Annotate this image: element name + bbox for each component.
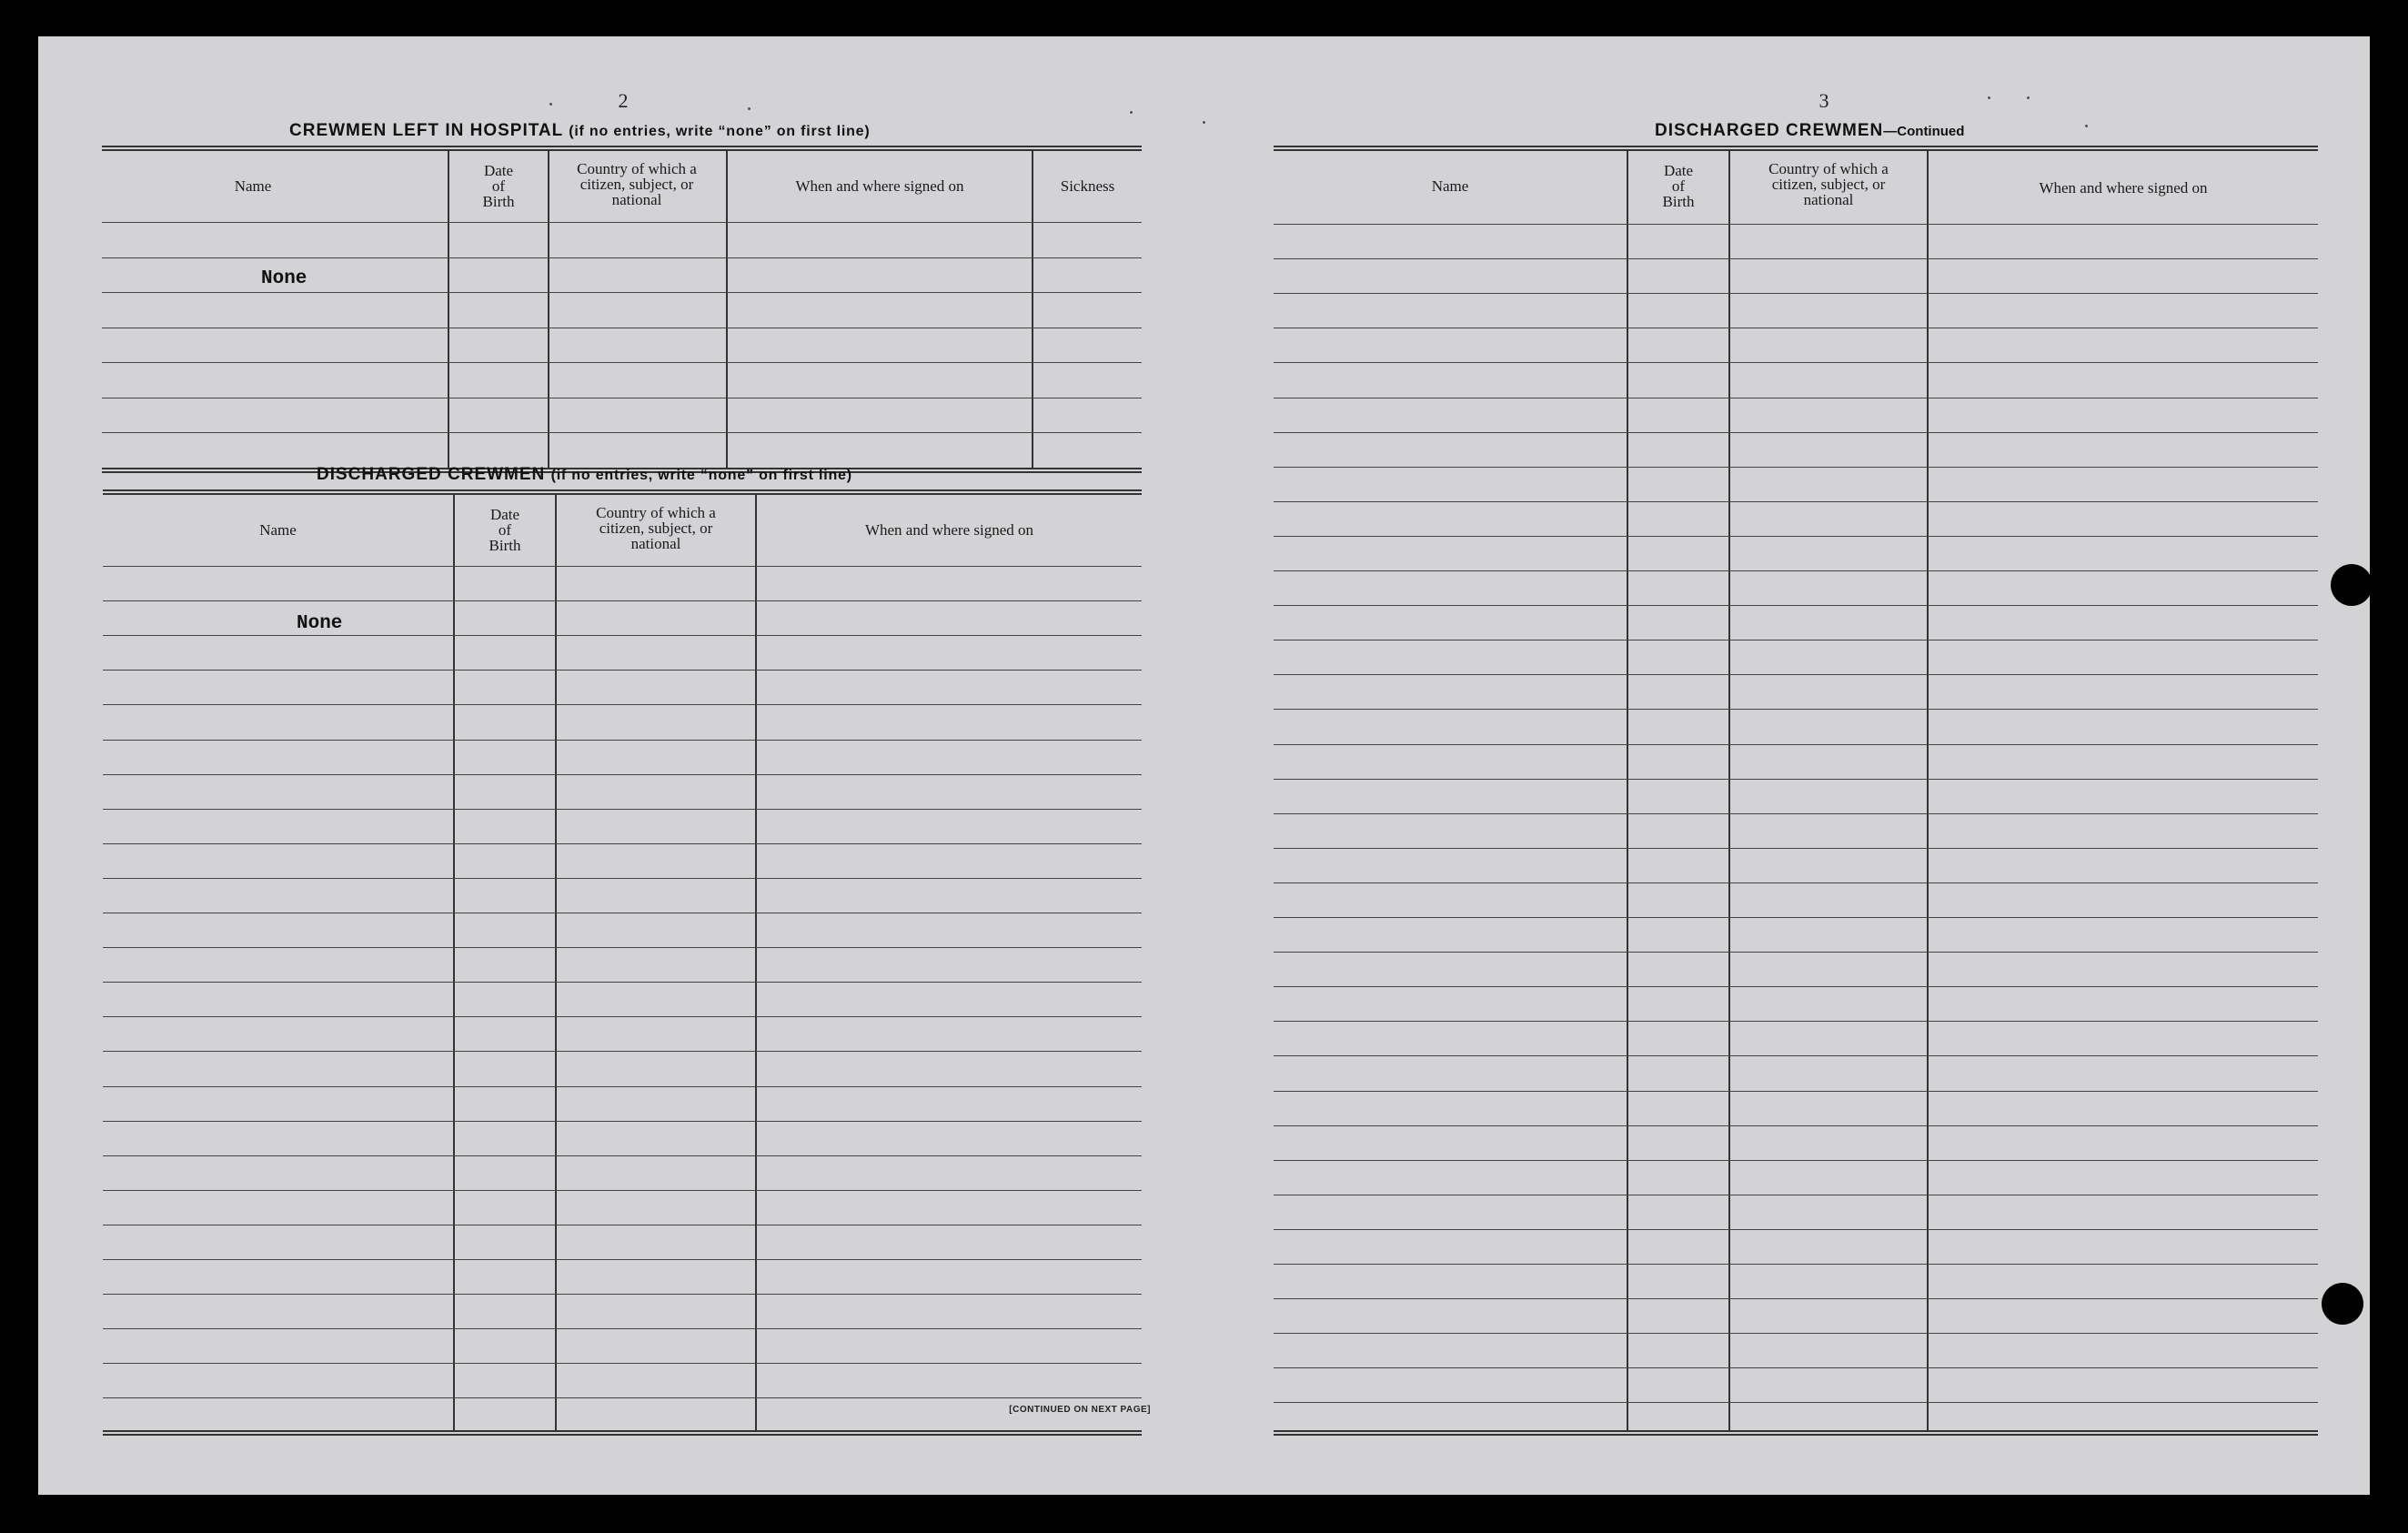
- row-rule: [102, 432, 1142, 433]
- row-rule: [103, 1294, 1142, 1295]
- row-rule: [103, 704, 1142, 705]
- row-rule: [1274, 501, 2318, 502]
- row-rule: [103, 740, 1142, 741]
- row-rule: [102, 222, 1142, 223]
- discharged-table: [103, 489, 1142, 1436]
- row-rule: [1274, 432, 2318, 433]
- hospital-title-note: (if no entries, write “none” on first line): [569, 124, 871, 139]
- row-rule: [1274, 848, 2318, 849]
- row-rule: [103, 1328, 1142, 1329]
- column-header-country: Country of which a citizen, subject, or national: [596, 503, 716, 552]
- hospital-title-main: CREWMEN LEFT IN HOSPITAL: [289, 121, 563, 140]
- column-header-signed-on: When and where signed on: [795, 176, 964, 195]
- column-header-country: Country of which a citizen, subject, or national: [577, 159, 697, 208]
- row-rule: [1274, 1160, 2318, 1161]
- handwritten-entry: None: [297, 613, 343, 634]
- row-rule: [1274, 1021, 2318, 1022]
- speck: [1988, 96, 1990, 99]
- row-rule: [103, 1051, 1142, 1052]
- row-rule: [1274, 1298, 2318, 1299]
- row-rule: [102, 292, 1142, 293]
- row-rule: [1274, 917, 2318, 918]
- row-rule: [1274, 1333, 2318, 1334]
- row-rule: [102, 362, 1142, 363]
- row-rule: [1274, 674, 2318, 675]
- punch-hole: [2322, 1283, 2363, 1325]
- punch-hole: [2331, 564, 2373, 606]
- row-rule: [103, 809, 1142, 810]
- row-rule: [103, 1155, 1142, 1156]
- column-header-name: Name: [1431, 176, 1469, 195]
- table-bottom-rule: [1274, 1430, 2318, 1436]
- row-rule: [1274, 813, 2318, 814]
- continued-title-main: DISCHARGED CREWMEN: [1655, 121, 1884, 140]
- row-rule: [1274, 709, 2318, 710]
- row-rule: [103, 566, 1142, 567]
- column-header-signed-on: When and where signed on: [864, 520, 1034, 539]
- row-rule: [102, 257, 1142, 258]
- row-rule: [103, 1363, 1142, 1364]
- row-rule: [1274, 362, 2318, 363]
- column-divider: [548, 151, 549, 468]
- row-rule: [103, 878, 1142, 879]
- column-divider: [1032, 151, 1033, 468]
- row-rule: [103, 1121, 1142, 1122]
- hospital-table: [102, 146, 1142, 473]
- discharged-title-note: (if no entries, write “none” on first line): [550, 468, 852, 483]
- speck: [2027, 96, 2030, 99]
- continued-title-suffix: —Continued: [1883, 124, 1965, 139]
- row-rule: [1274, 224, 2318, 225]
- row-rule: [103, 670, 1142, 671]
- row-rule: [1274, 882, 2318, 883]
- right-page: [1212, 36, 2370, 1495]
- row-rule: [1274, 1367, 2318, 1368]
- column-header-signed-on: When and where signed on: [2039, 178, 2208, 197]
- handwritten-entry: None: [261, 268, 307, 289]
- speck: [748, 107, 751, 110]
- row-rule: [1274, 293, 2318, 294]
- document-sheet: [38, 36, 2370, 1495]
- speck: [2085, 125, 2088, 127]
- row-rule: [1274, 258, 2318, 259]
- row-rule: [1274, 1055, 2318, 1056]
- column-header-sickness: Sickness: [1060, 176, 1115, 195]
- row-rule: [1274, 570, 2318, 571]
- row-rule: [103, 1190, 1142, 1191]
- row-rule: [1274, 1091, 2318, 1092]
- row-rule: [1274, 986, 2318, 987]
- column-divider: [1728, 151, 1730, 1430]
- speck: [1130, 111, 1133, 114]
- discharged-section-title: [317, 465, 852, 485]
- column-header-name: Name: [259, 520, 297, 539]
- row-rule: [103, 1259, 1142, 1260]
- column-header-date-of-birth: Date of Birth: [1662, 161, 1695, 210]
- column-divider: [1627, 151, 1628, 1430]
- speck: [549, 103, 552, 106]
- column-header-country: Country of which a citizen, subject, or national: [1768, 159, 1889, 208]
- row-rule: [1274, 536, 2318, 537]
- row-rule: [103, 1397, 1142, 1398]
- table-bottom-rule: [103, 1430, 1142, 1436]
- left-page: [38, 36, 1212, 1495]
- row-rule: [1274, 779, 2318, 780]
- row-rule: [1274, 1402, 2318, 1403]
- page-number: 3: [1819, 89, 1829, 112]
- page-number: 2: [618, 89, 629, 112]
- row-rule: [103, 635, 1142, 636]
- column-divider: [726, 151, 728, 468]
- discharged-continued-title: [1655, 121, 1964, 141]
- row-rule: [1274, 1125, 2318, 1126]
- discharged-continued-table: [1274, 146, 2318, 1436]
- row-rule: [103, 1016, 1142, 1017]
- row-rule: [103, 947, 1142, 948]
- row-rule: [1274, 744, 2318, 745]
- row-rule: [1274, 605, 2318, 606]
- row-rule: [1274, 467, 2318, 468]
- column-header-name: Name: [234, 176, 272, 195]
- column-divider: [448, 151, 449, 468]
- column-header-date-of-birth: Date of Birth: [489, 505, 521, 554]
- row-rule: [103, 600, 1142, 601]
- discharged-title-main: DISCHARGED CREWMEN: [317, 465, 546, 484]
- row-rule: [1274, 1229, 2318, 1230]
- row-rule: [103, 982, 1142, 983]
- column-divider: [1927, 151, 1929, 1430]
- row-rule: [103, 843, 1142, 844]
- continued-note: [CONTINUED ON NEXT PAGE]: [1009, 1405, 1151, 1415]
- hospital-section-title: [289, 121, 871, 141]
- row-rule: [1274, 952, 2318, 953]
- column-header-date-of-birth: Date of Birth: [482, 161, 515, 210]
- row-rule: [103, 1086, 1142, 1087]
- row-rule: [103, 774, 1142, 775]
- row-rule: [1274, 1264, 2318, 1265]
- speck: [1203, 121, 1205, 124]
